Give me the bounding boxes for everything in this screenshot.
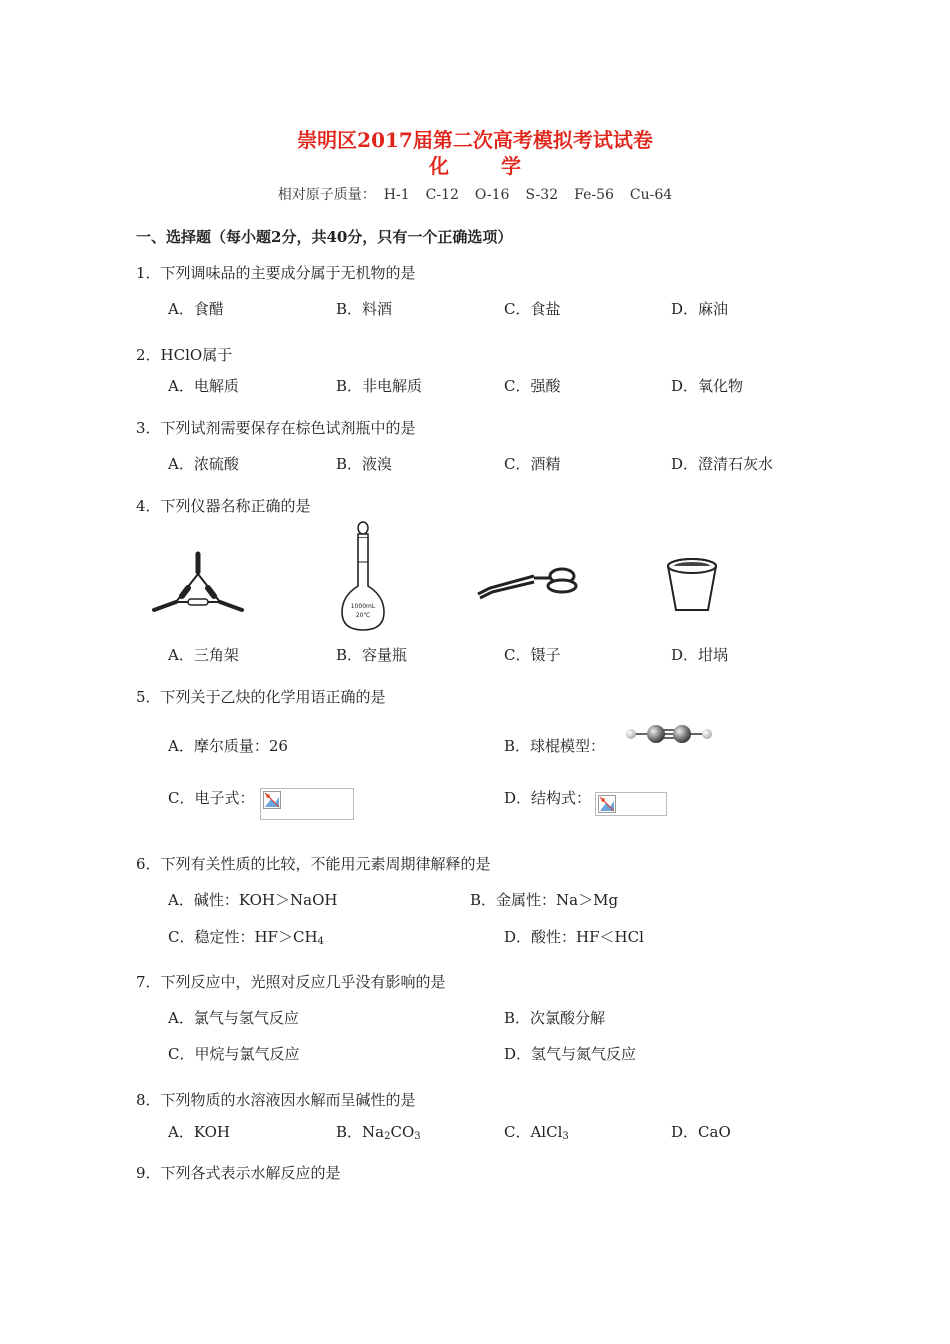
q3-option-c: C．酒精 — [504, 455, 561, 473]
subject-char-1: 化 — [429, 154, 449, 178]
q8-option-d: D．CaO — [671, 1123, 731, 1141]
question-3: 3．下列试剂需要保存在棕色试剂瓶中的是 — [136, 419, 416, 437]
mass-h: H-1 — [383, 187, 410, 203]
tongs-image — [474, 564, 584, 600]
exam-title: 崇明区2017届第二次高考模拟考试试卷 — [297, 128, 653, 152]
question-8: 8．下列物质的水溶液因水解而呈碱性的是 — [136, 1091, 416, 1109]
flask-temp-label: 20℃ — [355, 612, 371, 619]
q3-option-a: A．浓硫酸 — [168, 455, 239, 473]
q2-option-d: D．氧化物 — [671, 377, 744, 395]
atomic-masses — [0, 184, 950, 204]
crucible-image — [664, 556, 720, 614]
subject-title — [0, 150, 950, 179]
subject-char-2: 学 — [501, 154, 521, 178]
question-7: 7．下列反应中，光照对反应几乎没有影响的是 — [136, 973, 446, 991]
mass-fe: Fe-56 — [574, 187, 614, 203]
mass-cu: Cu-64 — [629, 187, 673, 203]
q5-option-d: D．结构式： — [504, 789, 592, 807]
q4-option-b: B．容量瓶 — [336, 646, 408, 664]
q1-option-d: D．麻油 — [671, 300, 729, 318]
q5-option-c: C．电子式： — [168, 789, 255, 807]
q1-option-a: A．食醋 — [168, 300, 224, 318]
q7-option-a: A．氯气与氢气反应 — [168, 1009, 299, 1027]
q6-option-a: A．碱性：KOH＞NaOH — [168, 891, 338, 909]
q6-option-d: D．酸性：HF＜HCl — [504, 928, 644, 946]
q1-option-c: C．食盐 — [504, 300, 561, 318]
volumetric-flask-image — [338, 520, 388, 634]
q1-option-b: B．料酒 — [336, 300, 393, 318]
q8-option-a: A．KOH — [168, 1123, 231, 1141]
q7-option-c: C．甲烷与氯气反应 — [168, 1045, 300, 1063]
q6-option-b: B．金属性：Na＞Mg — [470, 891, 619, 909]
question-9: 9．下列各式表示水解反应的是 — [136, 1164, 341, 1182]
q2-option-b: B．非电解质 — [336, 377, 423, 395]
q2-option-c: C．强酸 — [504, 377, 561, 395]
question-1: 1．下列调味品的主要成分属于无机物的是 — [136, 264, 416, 282]
q4-option-c: C．镊子 — [504, 646, 561, 664]
mass-s: S-32 — [525, 187, 559, 203]
q3-option-b: B．液溴 — [336, 455, 393, 473]
q8-option-b-sub2: 3 — [414, 1131, 421, 1142]
question-6: 6．下列有关性质的比较，不能用元素周期律解释的是 — [136, 855, 491, 873]
q7-option-d: D．氢气与氮气反应 — [504, 1045, 637, 1063]
q3-option-d: D．澄清石灰水 — [671, 455, 774, 473]
q7-option-b: B．次氯酸分解 — [504, 1009, 606, 1027]
mass-c: C-12 — [425, 187, 459, 203]
q6-option-c-sub: 4 — [317, 936, 324, 947]
q4-option-a: A．三角架 — [168, 646, 239, 664]
q8-option-b-mid: CO — [390, 1123, 415, 1141]
mass-o: O-16 — [474, 187, 510, 203]
q5-option-b: B．球棍模型： — [504, 737, 606, 755]
q8-option-c-sub: 3 — [562, 1131, 569, 1142]
electron-formula-image — [260, 788, 354, 820]
q6-option-c-text: C．稳定性：HF＞CH — [168, 928, 318, 946]
question-5: 5．下列关于乙炔的化学用语正确的是 — [136, 688, 386, 706]
q8-option-b — [336, 1121, 421, 1142]
question-4: 4．下列仪器名称正确的是 — [136, 497, 311, 515]
q8-option-b-sub1: 2 — [384, 1131, 391, 1142]
q6-option-c — [168, 926, 324, 947]
q8-option-c-text: C．AlCl — [504, 1123, 563, 1141]
q5-option-a: A．摩尔质量：26 — [168, 737, 288, 755]
q8-option-c — [504, 1121, 569, 1142]
q8-option-b-text: B．Na — [336, 1123, 385, 1141]
ball-stick-model-image — [624, 722, 714, 746]
section-heading: 一、选择题（每小题2分，共40分，只有一个正确选项） — [136, 228, 513, 246]
clay-triangle-image — [148, 544, 248, 616]
broken-image-icon — [263, 791, 281, 809]
flask-volume-label: 1000mL — [350, 603, 376, 610]
q4-option-d: D．坩埚 — [671, 646, 729, 664]
broken-image-icon — [598, 795, 616, 813]
structural-formula-image — [595, 792, 667, 816]
masses-label: 相对原子质量： — [277, 187, 376, 203]
q2-option-a: A．电解质 — [168, 377, 239, 395]
question-2: 2．HClO属于 — [136, 346, 233, 364]
